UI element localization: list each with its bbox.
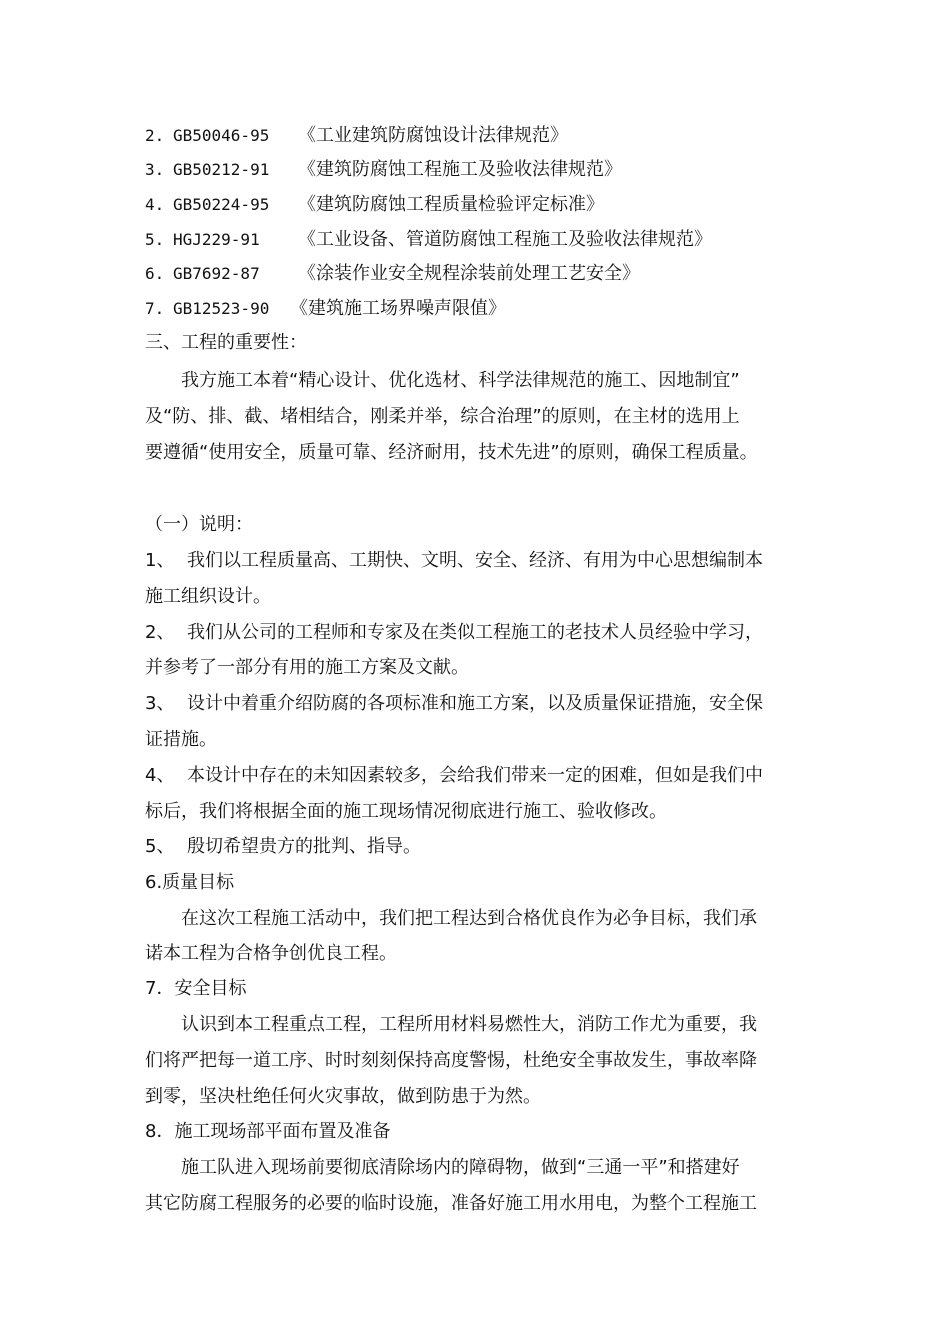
standard-number: 3. (145, 160, 165, 179)
list-item-continuation: 施工组织设计。 (145, 586, 271, 607)
standard-number: 5. (145, 230, 165, 249)
standard-number: 6. (145, 264, 165, 283)
standard-title: 《建筑施工场界噪声限值》 (290, 298, 506, 319)
standard-title: 《工业设备、管道防腐蚀工程施工及验收法律规范》 (298, 229, 712, 250)
standard-code: GB50046-95 (173, 126, 270, 145)
list-item (145, 549, 763, 573)
standard-number: 7. (145, 299, 165, 318)
list-item-continuation: 并参考了一部分有用的施工方案及文献。 (145, 657, 469, 678)
standard-title: 《涂装作业安全规程涂装前处理工艺安全》 (298, 263, 640, 284)
paragraph-line: 诺本工程为合格争创优良工程。 (145, 943, 397, 964)
standard-code: GB50224-95 (173, 195, 270, 214)
paragraph-line: 其它防腐工程服务的必要的临时设施，准备好施工用水用电，为整个工程施工 (145, 1193, 757, 1214)
section-heading: （一）说明： (145, 514, 253, 535)
section-heading: 7．安全目标 (145, 978, 247, 999)
paragraph-line: 们将严把每一道工序、时时刻刻保持高度警惕，杜绝安全事故发生，事故率降 (145, 1050, 757, 1071)
list-item-continuation: 证措施。 (145, 729, 217, 750)
standard-title: 《工业建筑防腐蚀设计法律规范》 (298, 125, 568, 146)
list-item-text: 我们从公司的工程师和专家及在类似工程施工的老技术人员经验中学习， (187, 622, 763, 643)
standard-item (145, 297, 506, 321)
list-item-number: 4、 (145, 765, 175, 786)
standard-number: 2. (145, 126, 165, 145)
section-heading: 8．施工现场部平面布置及准备 (145, 1121, 391, 1142)
section-heading: 6.质量目标 (145, 872, 235, 893)
paragraph-line: 认识到本工程重点工程，工程所用材料易燃性大，消防工作尤为重要，我 (181, 1014, 757, 1035)
paragraph-line: 施工队进入现场前要彻底清除场内的障碍物，做到“三通一平”和搭建好 (181, 1157, 740, 1178)
list-item-text: 殷切希望贵方的批判、指导。 (187, 836, 421, 857)
standard-item (145, 262, 640, 286)
standard-code: GB7692-87 (173, 264, 260, 283)
standard-title: 《建筑防腐蚀工程施工及验收法律规范》 (298, 159, 622, 180)
list-item (145, 621, 763, 645)
standard-code: GB50212-91 (173, 160, 270, 179)
paragraph-line: 要遵循“使用安全，质量可靠、经济耐用，技术先进”的原则，确保工程质量。 (145, 442, 758, 463)
paragraph-line: 我方施工本着“精心设计、优化选材、科学法律规范的施工、因地制宜” (181, 370, 740, 391)
standard-code: HGJ229-91 (173, 230, 260, 249)
standard-title: 《建筑防腐蚀工程质量检验评定标准》 (298, 194, 604, 215)
standard-item (145, 158, 622, 182)
standard-code: GB12523-90 (173, 299, 270, 318)
paragraph-line: 及“防、排、截、堵相结合，刚柔并举，综合治理”的原则，在主材的选用上 (145, 406, 740, 427)
list-item-number: 1、 (145, 550, 175, 571)
standard-number: 4. (145, 195, 165, 214)
list-item (145, 835, 421, 859)
standard-item (145, 124, 568, 148)
section-heading: 三、工程的重要性： (145, 332, 307, 353)
list-item (145, 764, 763, 788)
paragraph-line: 到零，坚决杜绝任何火灾事故，做到防患于为然。 (145, 1086, 541, 1107)
standard-item (145, 193, 604, 217)
list-item-number: 3、 (145, 693, 175, 714)
list-item-number: 5、 (145, 836, 175, 857)
list-item-text: 我们以工程质量高、工期快、文明、安全、经济、有用为中心思想编制本 (187, 550, 763, 571)
list-item-text: 设计中着重介绍防腐的各项标准和施工方案，以及质量保证措施，安全保 (187, 693, 763, 714)
list-item-number: 2、 (145, 622, 175, 643)
standard-item (145, 228, 712, 252)
list-item (145, 692, 763, 716)
paragraph-line: 在这次工程施工活动中，我们把工程达到合格优良作为必争目标，我们承 (181, 908, 757, 929)
list-item-continuation: 标后，我们将根据全面的施工现场情况彻底进行施工、验收修改。 (145, 801, 667, 822)
list-item-text: 本设计中存在的未知因素较多，会给我们带来一定的困难，但如是我们中 (187, 765, 763, 786)
